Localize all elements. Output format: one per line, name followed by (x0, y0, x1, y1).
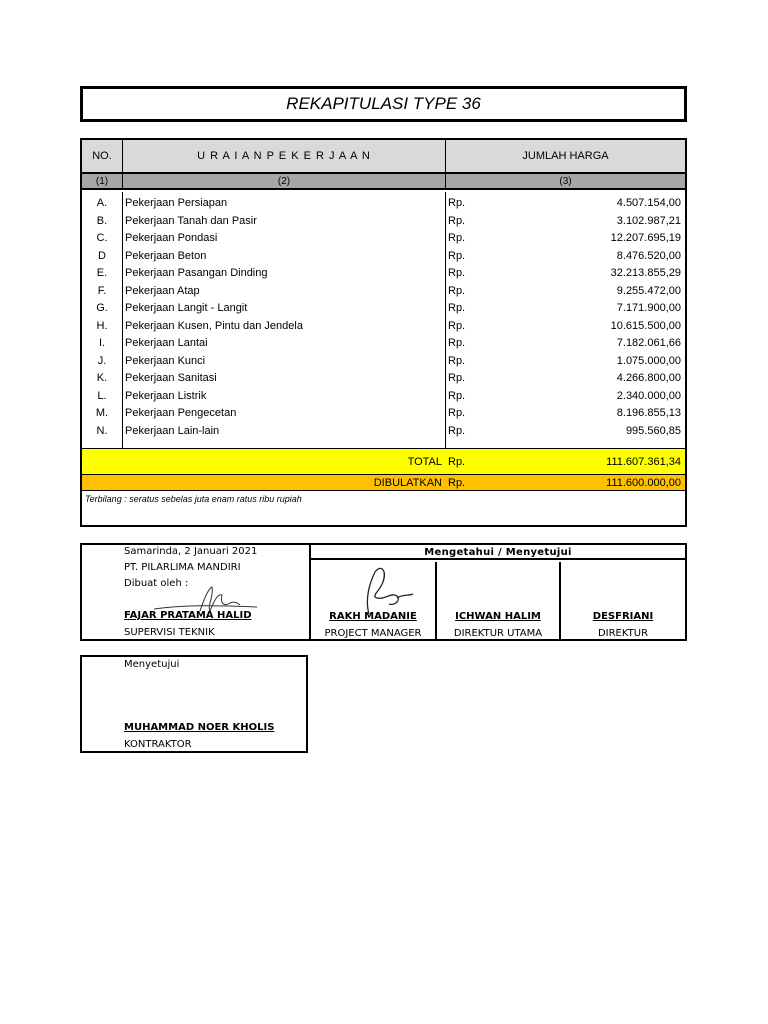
approval-header: Mengetahui / Menyetujui (311, 545, 685, 560)
page-title: REKAPITULASI TYPE 36 (286, 94, 481, 113)
row-amount: 4.507.154,00 (616, 197, 681, 209)
row-no: F. (97, 284, 107, 297)
rounded-currency: Rp. (448, 476, 466, 489)
table-row (82, 230, 685, 248)
row-no: H. (96, 319, 108, 332)
row-amount: 8.196.855,13 (616, 407, 681, 419)
table-row (82, 353, 685, 371)
total-label: TOTAL (407, 455, 442, 468)
row-no: N. (96, 424, 108, 437)
row-currency: Rp. (448, 407, 466, 419)
total-row (82, 448, 685, 474)
row-currency: Rp. (448, 372, 466, 384)
row-description: Pekerjaan Sanitasi (125, 372, 217, 384)
table-row (82, 283, 685, 301)
row-amount: 12.207.695,19 (610, 232, 681, 244)
approver-role: DIREKTUR (597, 628, 649, 639)
row-description: Pekerjaan Kusen, Pintu dan Jendela (125, 319, 303, 332)
table-row (82, 370, 685, 388)
row-amount: 1.075.000,00 (616, 354, 681, 367)
row-amount: 2.340.000,00 (616, 389, 681, 402)
row-currency: Rp. (448, 214, 466, 227)
row-amount: 32.213.855,29 (610, 267, 681, 279)
made-by-label: Dibuat oleh : (124, 578, 189, 589)
total-amount: 111.607.361,34 (606, 455, 681, 468)
contractor-name: MUHAMMAD NOER KHOLIS (124, 722, 275, 733)
row-no: L. (97, 389, 107, 402)
row-no: B. (96, 214, 108, 227)
row-amount: 10.615.500,00 (610, 319, 681, 332)
row-currency: Rp. (448, 354, 466, 367)
approver-role: PROJECT MANAGER (324, 628, 422, 639)
approver-column (311, 562, 437, 639)
approver-column (437, 562, 561, 639)
row-no: I. (98, 337, 106, 349)
table-subheader (82, 174, 685, 190)
row-description: Pekerjaan Kunci (125, 354, 206, 367)
row-description: Pekerjaan Pasangan Dinding (125, 267, 268, 279)
row-currency: Rp. (448, 267, 466, 279)
table-row (82, 335, 685, 353)
row-no: J. (97, 354, 107, 367)
subheader-amount: (3) (559, 175, 572, 187)
table-header (82, 140, 685, 174)
row-description: Pekerjaan Pengecetan (125, 407, 237, 419)
row-description: Pekerjaan Lantai (125, 337, 208, 349)
header-amount: JUMLAH HARGA (522, 150, 609, 162)
contractor-block (80, 655, 308, 753)
amount-in-words: Terbilang : seratus sebelas juta enam ratus ribu rupiah (85, 494, 302, 504)
header-no: NO. (92, 150, 112, 162)
row-no: K. (96, 372, 108, 384)
row-currency: Rp. (448, 319, 466, 332)
row-description: Pekerjaan Listrik (125, 389, 207, 402)
row-no: C. (96, 232, 108, 244)
row-amount: 3.102.987,21 (616, 214, 681, 227)
signature-image-approver (339, 564, 419, 616)
rounded-label: DIBULATKAN (373, 476, 442, 489)
approver-name: RAKH MADANIE (329, 611, 417, 622)
row-currency: Rp. (448, 232, 466, 244)
subheader-description: (2) (277, 175, 291, 187)
row-currency: Rp. (448, 337, 466, 349)
row-currency: Rp. (448, 197, 466, 209)
maker-role: SUPERVISI TEKNIK (124, 627, 215, 638)
row-no: M. (95, 407, 109, 419)
header-description: U R A I A N P E K E R J A A N (197, 150, 371, 162)
row-no: A. (96, 197, 108, 209)
row-no: E. (96, 267, 108, 279)
table-row (82, 248, 685, 266)
title-box (80, 86, 687, 122)
table-row (82, 423, 685, 441)
approver-role: DIREKTUR UTAMA (453, 628, 543, 639)
row-no: G. (96, 302, 108, 314)
row-amount: 8.476.520,00 (616, 249, 681, 262)
row-description: Pekerjaan Persiapan (125, 197, 228, 209)
table-row (82, 388, 685, 406)
maker-name: FAJAR PRATAMA HALID (124, 610, 252, 621)
total-currency: Rp. (448, 455, 466, 468)
signature-block (80, 543, 687, 641)
row-currency: Rp. (448, 424, 466, 437)
table-row (82, 405, 685, 423)
approval-section (309, 545, 685, 639)
row-description: Pekerjaan Langit - Langit (125, 302, 248, 314)
subheader-no: (1) (95, 175, 109, 187)
table-row (82, 300, 685, 318)
rounded-row (82, 474, 685, 491)
row-description: Pekerjaan Beton (125, 249, 207, 262)
row-description: Pekerjaan Tanah dan Pasir (125, 214, 257, 227)
row-currency: Rp. (448, 302, 466, 314)
table-row (82, 195, 685, 213)
table-row (82, 265, 685, 283)
approver-column (561, 562, 685, 639)
row-amount: 9.255.472,00 (616, 284, 681, 297)
table-row (82, 318, 685, 336)
row-currency: Rp. (448, 284, 466, 297)
approver-name: ICHWAN HALIM (455, 611, 541, 622)
row-amount: 7.182.061,66 (616, 337, 681, 349)
row-currency: Rp. (448, 389, 466, 402)
row-currency: Rp. (448, 249, 466, 262)
row-description: Pekerjaan Lain-lain (125, 424, 220, 437)
table-row (82, 213, 685, 231)
recap-table (80, 138, 687, 527)
contractor-role: KONTRAKTOR (124, 739, 192, 750)
approver-name: DESFRIANI (592, 611, 654, 622)
rounded-amount: 111.600.000,00 (606, 476, 681, 489)
company-name: PT. PILARLIMA MANDIRI (124, 562, 241, 573)
row-amount: 995.560,85 (625, 424, 681, 437)
row-no: D (98, 249, 106, 262)
row-description: Pekerjaan Atap (125, 284, 200, 297)
place-date: Samarinda, 2 Januari 2021 (124, 546, 258, 557)
row-amount: 4.266.800,00 (616, 372, 681, 384)
contractor-label: Menyetujui (124, 659, 180, 670)
row-amount: 7.171.900,00 (616, 302, 681, 314)
row-description: Pekerjaan Pondasi (125, 232, 218, 244)
